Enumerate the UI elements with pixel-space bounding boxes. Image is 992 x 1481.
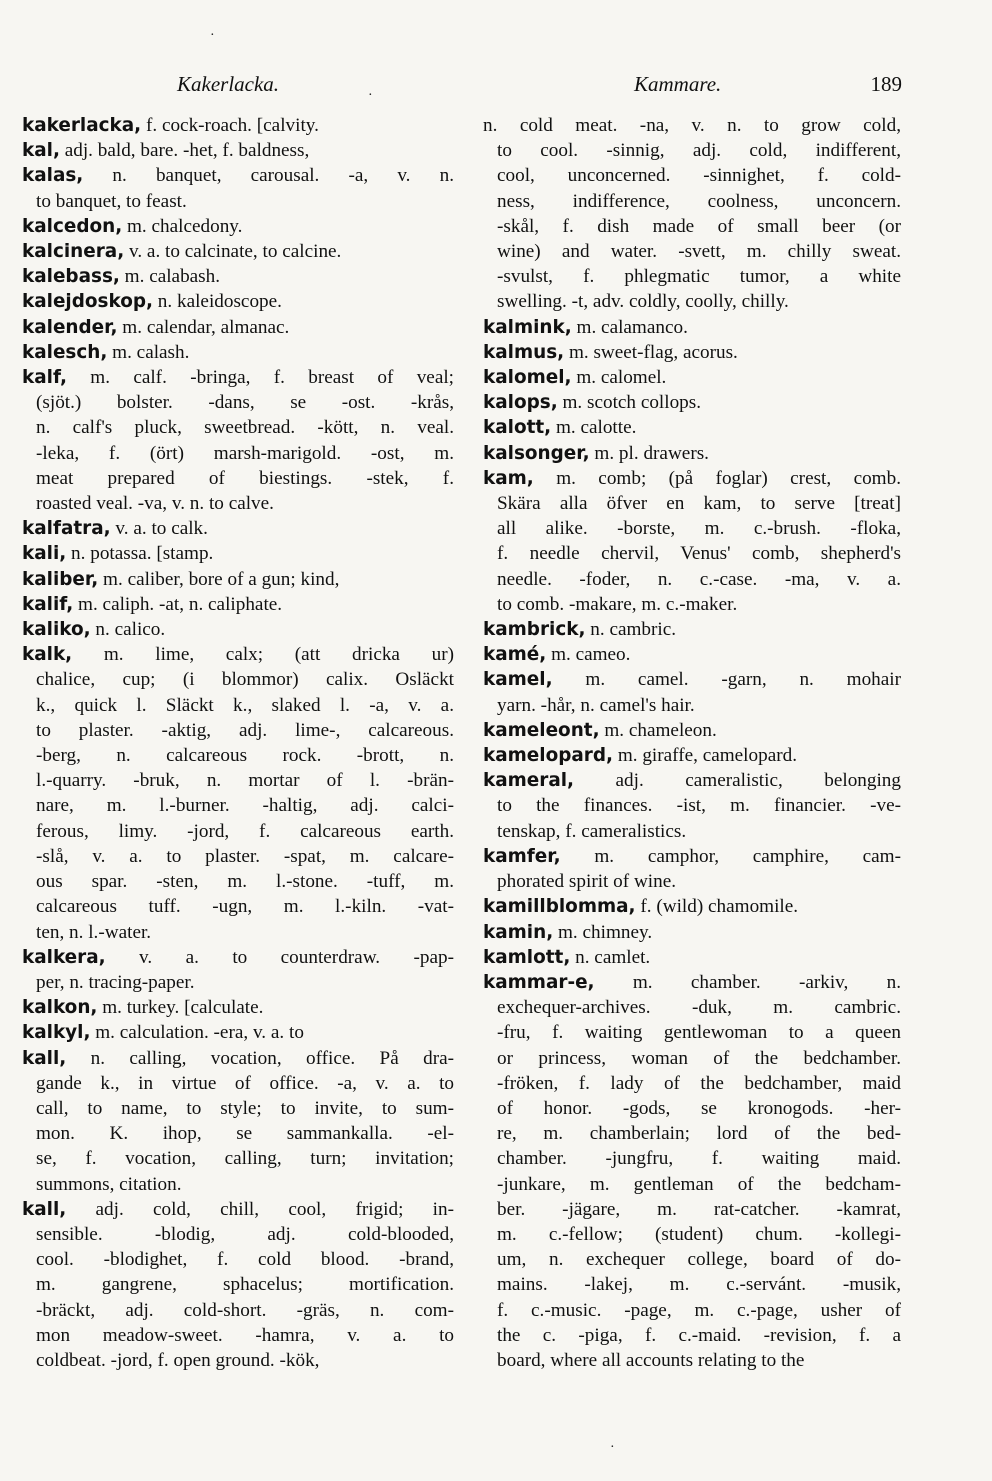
entry-line [22,1323,454,1348]
definition-text: ferous, limy. -jord, f. calcareous earth. [36,820,454,842]
entry-line [22,693,454,718]
entry-line [483,1121,901,1146]
definition-text: gande k., in virtue of office. -a, v. a. to [36,1072,454,1094]
entry-line [483,1247,901,1272]
entry-line [483,819,901,844]
left-guide-word: Kakerlacka. [177,72,280,96]
entry-line [22,390,454,415]
definition-text: n. calling, vocation, office. På dra- [66,1047,454,1069]
entry-line [483,1197,901,1222]
definition-text: of honor. -gods, se kronogods. -her- [497,1097,901,1119]
scan-speck: · [610,1440,615,1455]
definition-text: l.-quarry. -bruk, n. mortar of l. -brän- [36,770,454,792]
entry-line [22,1146,454,1171]
headword: kamillblomma, [483,896,636,918]
headword: kalkon, [22,997,98,1019]
dictionary-entry [22,289,454,314]
entry-line [483,163,901,188]
definition-text: v. a. to calcinate, to calcine. [124,241,342,263]
dictionary-entry [483,970,901,1373]
definition-text: all alike. -borste, m. c.-brush. -floka, [497,518,901,540]
definition-text: to plaster. -aktig, adj. lime-, calcareous. [36,719,454,741]
definition-text: call, to name, to style; to invite, to sum- [36,1097,454,1119]
definition-text: m. cameo. [546,644,631,666]
entry-line [22,1298,454,1323]
entry-line [483,214,901,239]
entry-line [483,793,901,818]
headword: kalas, [22,165,84,187]
entry-line [22,920,454,945]
definition-text: -skål, f. dish made of small beer (or [497,215,901,237]
entry-line [22,793,454,818]
definition-text: chalice, cup; (i blommor) calix. Osläckt [36,669,454,691]
definition-text: ber. -jägare, m. rat-catcher. -kamrat, [497,1198,901,1220]
dictionary-entry [22,1046,454,1197]
entry-line [22,1020,454,1045]
definition-text: m. calculation. -era, v. a. to [90,1022,304,1044]
entry-line [483,466,901,491]
definition-text: yarn. -hår, n. camel's hair. [497,694,695,716]
entry-line [483,1298,901,1323]
definition-text: n. kaleidoscope. [153,291,282,313]
definition-text: m. chamber. -arkiv, n. [594,971,901,993]
entry-line [22,1096,454,1121]
dictionary-entry [22,315,454,340]
entry-line [22,289,454,314]
headword: kall, [22,1047,67,1069]
entry-line [483,1323,901,1348]
headword: kal, [22,140,60,162]
entry-line [22,718,454,743]
definition-text: um, n. exchequer college, board of do- [497,1249,901,1271]
headword: kamelopard, [483,745,614,767]
entry-line [483,315,901,340]
definition-text: m. caliph. -at, n. caliphate. [73,593,283,615]
definition-text: m. giraffe, camelopard. [613,745,797,767]
entry-line [483,516,901,541]
definition-text: tenskap, f. cameralistics. [497,820,687,842]
definition-text: f. needle chervil, Venus' comb, shepherd's [497,543,901,565]
definition-text: coldbeat. -jord, f. open ground. -kök, [36,1349,320,1371]
right-column [483,113,901,1373]
entry-line [22,1348,454,1373]
headword: kamel, [483,669,553,691]
definition-text: m. calendar, almanac. [117,316,290,338]
headword: kalesch, [22,341,108,363]
headword: kaliber, [22,568,99,590]
entry-line [483,1096,901,1121]
definition-text: (sjöt.) bolster. -dans, se -ost. -krås, [36,392,454,414]
definition-text: to banquet, to feast. [36,190,187,212]
definition-text: summons, citation. [36,1173,182,1195]
definition-text: m. chimney. [553,921,653,943]
definition-text: sensible. -blodig, adj. cold-blooded, [36,1223,454,1245]
entry-line [483,920,901,945]
dictionary-entry [483,617,901,642]
definition-text: n. cold meat. -na, v. n. to grow cold, [483,115,901,136]
entry-line [22,264,454,289]
definition-text: m. c.-fellow; (student) chum. -kollegi- [497,1223,901,1245]
dictionary-entry [483,441,901,466]
definition-text: Skära alla öfver en kam, to serve [treat] [497,493,901,515]
definition-text: m. calabash. [119,266,221,288]
headword: kalcedon, [22,215,123,237]
entry-line [483,995,901,1020]
headword: kalmus, [483,341,565,363]
dictionary-entry [483,390,901,415]
definition-text: -slå, v. a. to plaster. -spat, m. calcare- [36,845,454,867]
headword: kalops, [483,392,558,414]
entry-line [483,239,901,264]
entry-line [483,340,901,365]
definition-text: n. calico. [90,619,166,641]
headword: kalender, [22,316,118,338]
definition-text: to comb. -makare, m. c.-maker. [497,593,738,615]
entry-line [22,1197,454,1222]
definition-text: m. chameleon. [599,719,717,741]
dictionary-entry [483,718,901,743]
headword: kalkyl, [22,1022,91,1044]
definition-text: m. sweet-flag, acorus. [564,341,738,363]
definition-text: cool. -blodighet, f. cold blood. -brand, [36,1249,454,1271]
definition-text: m. calf. -bringa, f. breast of veal; [66,367,454,389]
definition-text: mains. -lakej, m. c.-servánt. -musik, [497,1274,901,1296]
dictionary-entry [483,340,901,365]
entry-line [483,491,901,516]
definition-text: calcareous tuff. -ugn, m. l.-kiln. -vat- [36,896,454,918]
entry-line [22,1071,454,1096]
dictionary-entry [22,592,454,617]
definition-text: m. camel. -garn, n. mohair [552,669,901,691]
entry-line [483,667,901,692]
definition-text: m. lime, calx; (att dricka ur) [72,644,454,666]
dictionary-entry [483,466,901,617]
dictionary-entry [483,113,901,315]
entry-line [22,869,454,894]
entry-line [22,1222,454,1247]
entry-line [22,1121,454,1146]
entry-line [483,1348,901,1373]
entry-line [22,466,454,491]
entry-line [483,592,901,617]
entry-line [22,138,454,163]
headword: kalfatra, [22,518,111,540]
entry-line [22,541,454,566]
definition-text: or princess, woman of the bedchamber. [497,1047,901,1069]
entry-line [22,567,454,592]
entry-line [22,113,454,138]
definition-text: n. banquet, carousal. -a, v. n. [83,165,454,187]
definition-text: se, f. vocation, calling, turn; invitation; [36,1148,454,1170]
entry-line [483,1146,901,1171]
definition-text: m. turkey. [calculate. [97,997,264,1019]
definition-text: f. cock-roach. [calvity. [141,115,319,136]
definition-text: m. calotte. [551,417,637,439]
dictionary-entry [22,239,454,264]
definition-text: m. comb; (på foglar) crest, comb. [533,467,901,489]
definition-text: n. calf's pluck, sweetbread. -kött, n. veal. [36,417,454,439]
entry-line [22,592,454,617]
definition-text: ous spar. -sten, m. l.-stone. -tuff, m. [36,871,454,893]
scan-speck: · [368,88,373,103]
entry-line [22,365,454,390]
headword: kalott, [483,417,552,439]
definition-text: adj. cameralistic, belonging [574,770,901,792]
left-column [22,113,454,1373]
definition-text: mon. K. ihop, se sammankalla. -el- [36,1123,454,1145]
definition-text: m. pl. drawers. [589,442,709,464]
definition-text: needle. -foder, n. c.-case. -ma, v. a. [497,568,901,590]
definition-text: cool, unconcerned. -sinnighet, f. cold- [497,165,901,187]
definition-text: board, where all accounts relating to the [497,1349,805,1371]
dictionary-entry [483,743,901,768]
entry-line [483,1272,901,1297]
entry-line [483,1046,901,1071]
dictionary-entry [22,264,454,289]
entry-line [22,667,454,692]
dictionary-entry [22,567,454,592]
headword: kalk, [22,644,73,666]
dictionary-entry [22,541,454,566]
entry-line [483,1222,901,1247]
entry-line [22,642,454,667]
entry-line [483,768,901,793]
headword: kameleont, [483,719,600,741]
dictionary-entry [22,163,454,213]
entry-line [22,163,454,188]
dictionary-entry [483,920,901,945]
headword: kalcinera, [22,241,125,263]
dictionary-entry [483,365,901,390]
entry-line [22,315,454,340]
dictionary-entry [22,995,454,1020]
entry-line [483,642,901,667]
definition-text: -bräckt, adj. cold-short. -gräs, n. com- [36,1299,454,1321]
entry-line [22,945,454,970]
definition-text: -leka, f. (ört) marsh-marigold. -ost, m. [36,442,454,464]
entry-line [483,1020,901,1045]
definition-text: n. camlet. [570,946,651,968]
entry-line [22,415,454,440]
definition-text: the c. -piga, f. c.-maid. -revision, f. a [497,1324,901,1346]
entry-line [22,1247,454,1272]
definition-text: -svulst, f. phlegmatic tumor, a white [497,266,901,288]
definition-text: v. a. to counterdraw. -pap- [105,946,454,968]
headword: kamé, [483,644,547,666]
definition-text: to the finances. -ist, m. financier. -ve- [497,795,901,817]
entry-line [483,289,901,314]
headword: kalf, [22,367,67,389]
definition-text: n. potassa. [stamp. [66,543,214,565]
definition-text: ten, n. l.-water. [36,921,152,943]
entry-line [22,768,454,793]
entry-line [483,138,901,163]
dictionary-entry [22,138,454,163]
headword: kalif, [22,593,74,615]
definition-text: roasted veal. -va, v. n. to calve. [36,493,274,515]
definition-text: ness, indifference, coolness, unconcern. [497,190,901,212]
entry-line [22,844,454,869]
entry-line [22,1046,454,1071]
entry-line [22,491,454,516]
definition-text: n. cambric. [585,619,677,641]
entry-line [22,743,454,768]
definition-text: m. calamanco. [571,316,688,338]
definition-text: k., quick l. Släckt k., slaked l. -a, v. a. [36,694,454,716]
dictionary-entry [483,315,901,340]
headword: kall, [22,1198,67,1220]
entry-line [483,1071,901,1096]
definition-text: adj. cold, chill, cool, frigid; in- [66,1198,454,1220]
headword: kaliko, [22,619,91,641]
headword: kameral, [483,770,575,792]
entry-line [22,617,454,642]
entry-line [22,214,454,239]
entry-line [483,894,901,919]
definition-text: wine) and water. -svett, m. chilly sweat. [497,241,901,263]
headword: kamlott, [483,946,571,968]
definition-text: -berg, n. calcareous rock. -brott, n. [36,745,454,767]
dictionary-entry [483,768,901,844]
headword: kammar-e, [483,971,595,993]
headword: kamfer, [483,845,561,867]
definition-text: m. chalcedony. [122,215,243,237]
headword: kalejdoskop, [22,291,153,313]
definition-text: -junkare, m. gentleman of the bedcham- [497,1173,901,1195]
definition-text: nare, m. l.-burner. -haltig, adj. calci- [36,795,454,817]
definition-text: -fru, f. waiting gentlewoman to a queen [497,1022,901,1044]
headword: kalebass, [22,266,120,288]
dictionary-entry [22,113,454,138]
entry-line [483,743,901,768]
definition-text: mon meadow-sweet. -hamra, v. a. to [36,1324,454,1346]
headword: kali, [22,543,67,565]
entry-line [483,844,901,869]
dictionary-entry [22,1197,454,1373]
dictionary-entry [483,844,901,894]
definition-text: f. c.-music. -page, m. c.-page, usher of [497,1299,901,1321]
dictionary-entry [22,1020,454,1045]
headword: kamin, [483,921,554,943]
dictionary-entry [22,365,454,516]
entry-line [483,390,901,415]
entry-line [483,945,901,970]
headword: kalmink, [483,316,572,338]
headword: kalkera, [22,946,106,968]
right-guide-word: Kammare. [634,72,722,96]
dictionary-entry [22,516,454,541]
entry-line [22,995,454,1020]
entry-line [483,718,901,743]
dictionary-entry [22,642,454,944]
definition-text: chamber. -jungfru, f. waiting maid. [497,1148,901,1170]
entry-line [483,264,901,289]
definition-text: f. (wild) chamomile. [635,896,799,918]
definition-text: exchequer-archives. -duk, m. cambric. [497,997,901,1019]
definition-text: re, m. chamberlain; lord of the bed- [497,1123,901,1145]
definition-text: to cool. -sinnig, adj. cold, indifferent, [497,140,901,162]
entry-line [22,819,454,844]
definition-text: per, n. tracing-paper. [36,971,195,993]
entry-line [22,340,454,365]
dictionary-entry [22,945,454,995]
entry-line [22,1272,454,1297]
entry-line [483,415,901,440]
dictionary-entry [483,667,901,717]
definition-text: m. camphor, camphire, cam- [560,845,901,867]
entry-line [483,693,901,718]
definition-text: -fröken, f. lady of the bedchamber, maid [497,1072,901,1094]
dictionary-entry [22,214,454,239]
running-header [22,72,902,102]
entry-line [22,441,454,466]
entry-line [22,894,454,919]
entry-line [483,567,901,592]
definition-text: phorated spirit of wine. [497,871,677,893]
entry-line [22,1172,454,1197]
page-number: 189 [870,72,902,96]
dictionary-entry [22,617,454,642]
entry-line [22,516,454,541]
entry-line [483,365,901,390]
scan-speck: · [210,28,215,43]
entry-line [483,617,901,642]
definition-text: m. caliber, bore of a gun; kind, [98,568,340,590]
dictionary-entry [22,340,454,365]
headword: kambrick, [483,619,586,641]
definition-text: m. calash. [107,341,190,363]
definition-text: meat prepared of biestings. -stek, f. [36,467,454,489]
definition-text: adj. bald, bare. -het, f. baldness, [59,140,310,162]
entry-line [483,1172,901,1197]
definition-text: swelling. -t, adv. coldly, coolly, chilly. [497,291,789,313]
definition-text: m. calomel. [571,367,667,389]
entry-line [22,970,454,995]
headword: kam, [483,467,534,489]
headword: kakerlacka, [22,115,142,136]
entry-line [483,869,901,894]
dictionary-entry [483,945,901,970]
entry-line [483,189,901,214]
entry-line [483,113,901,138]
entry-line [483,441,901,466]
dictionary-entry [483,415,901,440]
dictionary-entry [483,642,901,667]
headword: kalomel, [483,367,572,389]
entry-line [483,970,901,995]
entry-line [483,541,901,566]
definition-text: m. scotch collops. [557,392,702,414]
entry-line [22,189,454,214]
definition-text: m. gangrene, sphacelus; mortification. [36,1274,454,1296]
headword: kalsonger, [483,442,590,464]
dictionary-entry [483,894,901,919]
definition-text: v. a. to calk. [110,518,208,540]
entry-line [22,239,454,264]
